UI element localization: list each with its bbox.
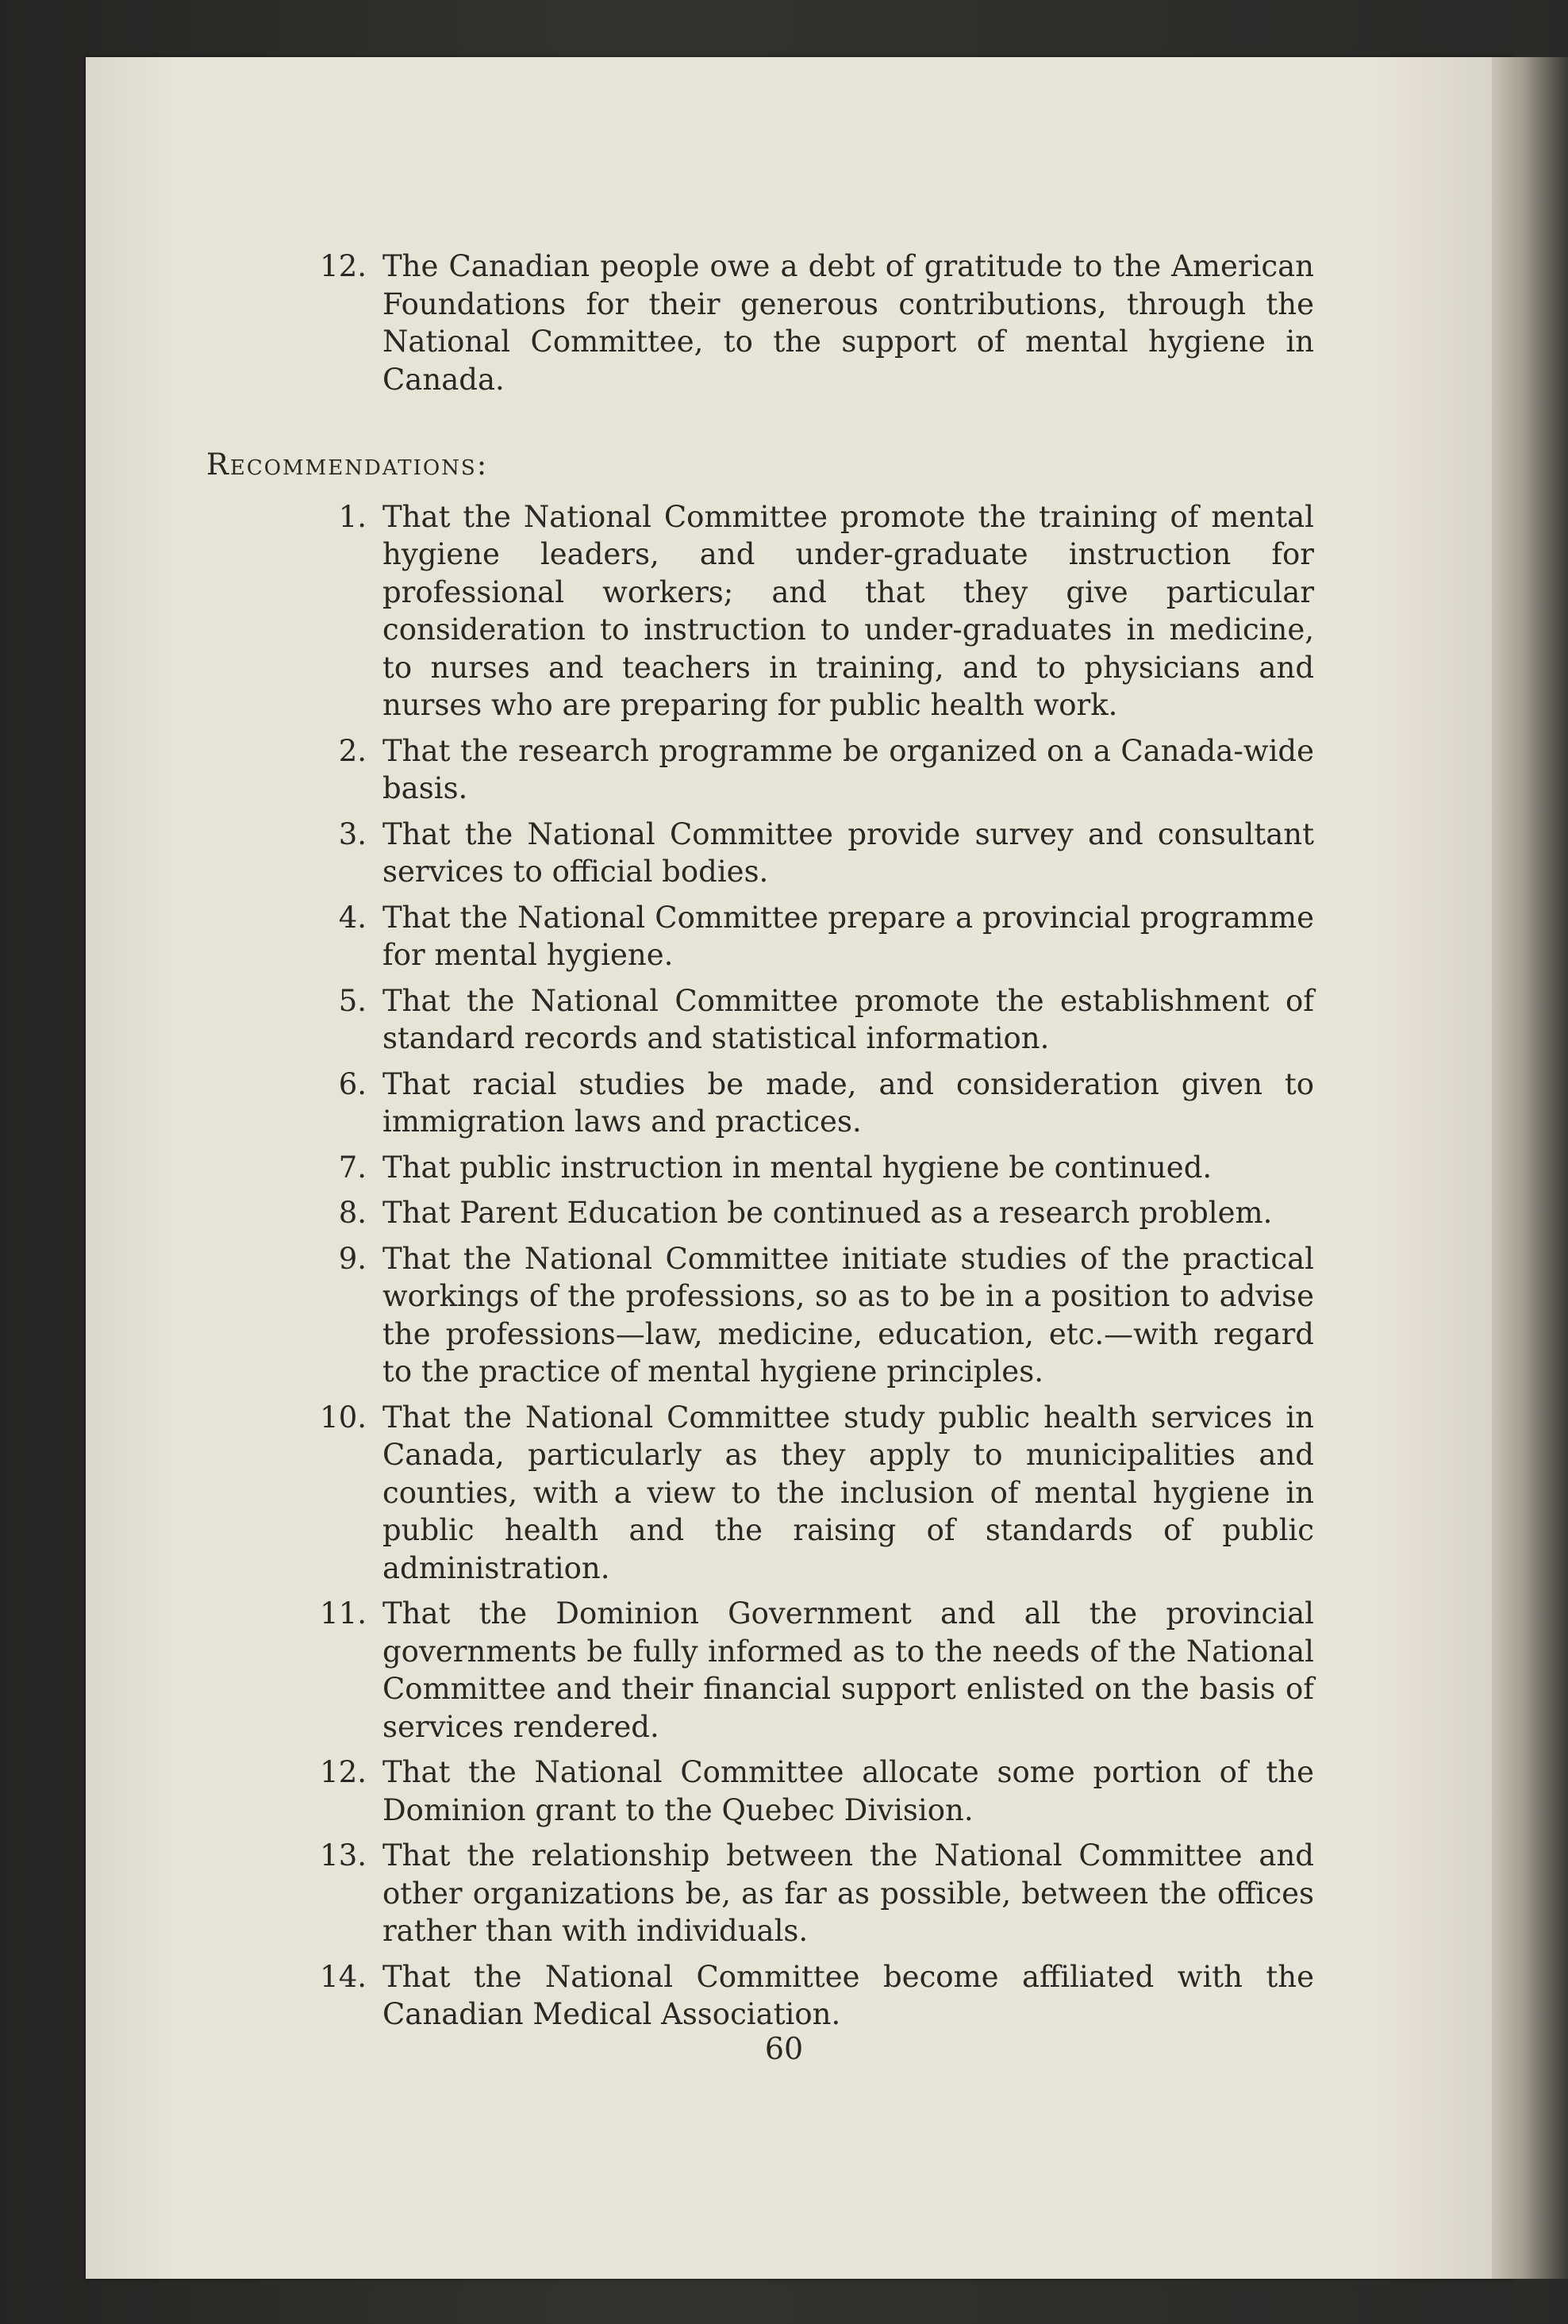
- item-text: That the National Committee promote the establishment of standard records and statistical information.: [382, 983, 1314, 1055]
- item-number: 9.: [338, 1241, 367, 1276]
- item-text: That the National Committee study public health services in Canada, particularly as they apply to municipalities and counties, with a view to the inclusion of mental hygiene in public health and the raising of standards of public administration.: [382, 1400, 1314, 1585]
- recommendation-11: [270, 1595, 1314, 1746]
- recommendation-8: [270, 1194, 1314, 1232]
- recommendation-12: [270, 1754, 1314, 1829]
- item-number: 7.: [338, 1150, 367, 1185]
- item-text: The Canadian people owe a debt of gratitude to the American Foundations for their generous contributions, through the National Committee, to the support of mental hygiene in Canada.: [382, 249, 1314, 397]
- recommendation-10: [270, 1399, 1314, 1588]
- item-number: 8.: [338, 1196, 367, 1230]
- item-text: That the National Committee prepare a provincial programme for mental hygiene.: [382, 900, 1314, 972]
- page-text: [206, 248, 1314, 2042]
- item-number: 13.: [320, 1838, 367, 1873]
- item-number: 5.: [338, 983, 367, 1018]
- item-number: 3.: [338, 816, 367, 851]
- item-text: That the National Committee initiate studies of the practical workings of the professions, so as to be in a position to advise the professions—law, medicine, education, etc.—with regard to the practice of mental hygiene principles.: [382, 1241, 1314, 1389]
- item-number: 12.: [320, 249, 367, 283]
- recommendations-list: [270, 498, 1314, 2034]
- recommendation-6: [270, 1066, 1314, 1141]
- recommendation-9: [270, 1240, 1314, 1391]
- item-number: 10.: [320, 1400, 367, 1435]
- recommendation-14: [270, 1958, 1314, 2034]
- item-number: 2.: [338, 733, 367, 768]
- page-edge-shadow: [1492, 57, 1568, 2279]
- recommendation-2: [270, 732, 1314, 808]
- item-number: 11.: [320, 1596, 367, 1631]
- item-text: That public instruction in mental hygiene be continued.: [382, 1150, 1213, 1185]
- item-number: 14.: [320, 1959, 367, 1994]
- recommendation-1: [270, 498, 1314, 724]
- item-text: That Parent Education be continued as a research problem.: [382, 1196, 1273, 1230]
- item-number: 4.: [338, 900, 367, 935]
- item-text: That the National Committee provide survey and consultant services to official bodies.: [382, 816, 1314, 889]
- recommendation-13: [270, 1837, 1314, 1950]
- item-text: That the relationship between the National Committee and other organizations be, as far as possible, between the offices rather than with individuals.: [382, 1838, 1314, 1948]
- item-text: That the National Committee allocate some portion of the Dominion grant to the Quebec Division.: [382, 1755, 1314, 1827]
- item-text: That the National Committee promote the training of mental hygiene leaders, and under-graduate instruction for professional workers; and that they give particular consideration to instruction to under-graduates in medicine, to nurses and teachers in training, and to physicians and nurses who are preparing for public health work.: [382, 499, 1314, 722]
- recommendations-heading: Recommendations:: [206, 448, 489, 482]
- intro-item-12: [270, 248, 1314, 398]
- recommendation-3: [270, 816, 1314, 891]
- item-number: 12.: [320, 1755, 367, 1789]
- item-number: 1.: [338, 499, 367, 534]
- item-text: That the National Committee become affiliated with the Canadian Medical Association.: [382, 1959, 1314, 2031]
- recommendation-5: [270, 982, 1314, 1058]
- page-number: 60: [764, 2031, 804, 2066]
- item-text: That the research programme be organized on a Canada-wide basis.: [382, 733, 1314, 805]
- recommendation-4: [270, 899, 1314, 974]
- recommendation-7: [270, 1149, 1314, 1187]
- item-number: 6.: [338, 1066, 367, 1101]
- item-text: That the Dominion Government and all the provincial governments be fully informed as to the needs of the National Committee and their financial support enlisted on the basis of services rendered.: [382, 1596, 1314, 1744]
- item-text: That racial studies be made, and consideration given to immigration laws and practices.: [382, 1066, 1314, 1139]
